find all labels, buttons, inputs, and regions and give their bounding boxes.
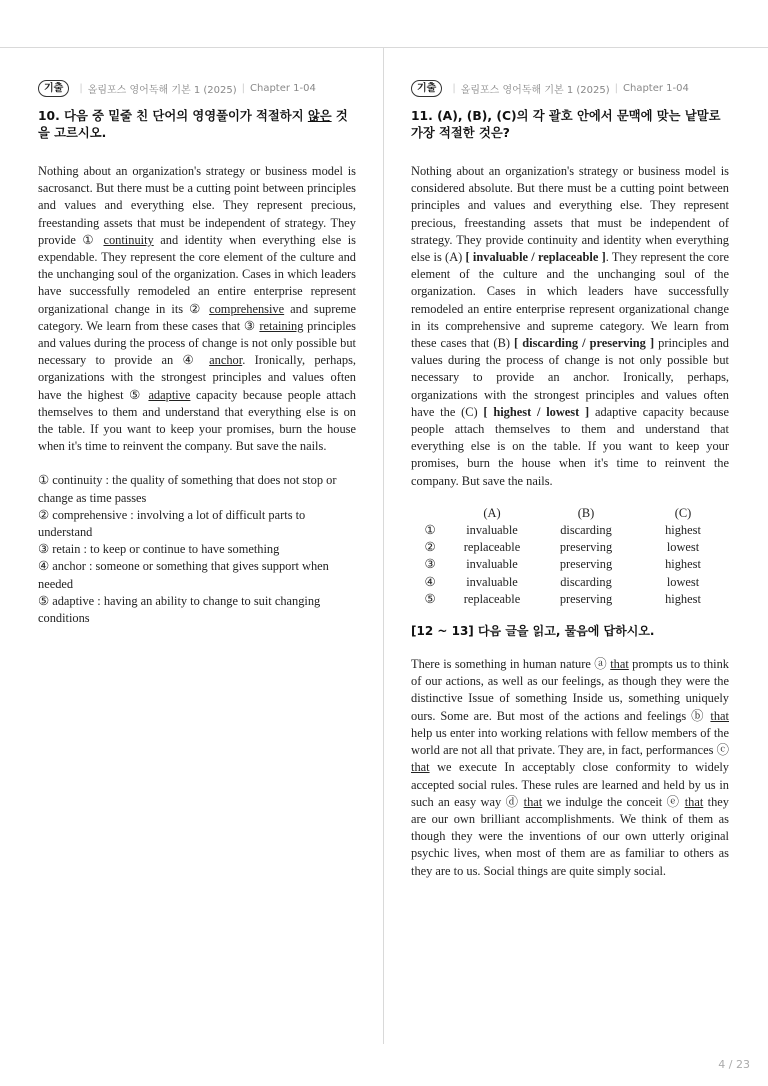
underlined-word: that	[684, 794, 704, 809]
table-row: ⑤ replaceable preserving highest	[424, 591, 701, 606]
left-column	[38, 80, 356, 627]
table-row: ③ invaluable preserving highest	[424, 557, 701, 572]
right-column	[411, 80, 729, 880]
underlined-word: retaining	[259, 318, 304, 333]
question-meta: 기출 | 올림포스 영어독해 기본 1 (2025) | Chapter 1-04	[411, 80, 729, 97]
underlined-word: that	[523, 794, 543, 809]
table-row: ① invaluable discarding highest	[424, 523, 701, 538]
column-divider	[383, 48, 384, 1044]
passage: Nothing about an organization's strategy or business model is sacrosanct. But there must be a cutting point between principles and values and everything else. They represent precious, freestanding assets that must be independent of strategy. They provide ① continuity and identity when everything else is expendable. They represent the core element of the culture and the unchanging soul of the organization. Cases in which leaders have successfully remodeled an entire enterprise represent organizational change in its ② comprehensive and supreme category. We learn from these cases that ③ retaining principles and values during the process of change is not only possible but necessary to provide an ④ anchor. Ironically, perhaps, organizations with the strongest principles and values often have the highest ⑤ adaptive capacity because people attach themselves to them and understand that everything else is on the table. If you want to keep your promises, burn the house when it's time to reinvent the company. But save the nails.	[38, 164, 357, 454]
underlined-word: that	[610, 657, 629, 672]
question-title: 10. 다음 중 밑줄 친 단어의 영영풀이가 적절하지 않은 것을 고르시오.	[38, 109, 348, 140]
chapter-label: Chapter 1-04	[623, 83, 689, 94]
chapter-label: Chapter 1-04	[250, 83, 316, 94]
underlined-word: adaptive	[148, 387, 191, 402]
choice-item: ③ retain : to keep or continue to have something	[38, 542, 280, 557]
bracket-choice: [ discarding / preserving ]	[514, 336, 655, 351]
bracket-choice: [ highest / lowest ]	[483, 404, 590, 419]
options-table	[411, 505, 729, 608]
source-label: 올림포스 영어독해 기본 1 (2025)	[87, 85, 237, 96]
underlined-word: that	[411, 760, 430, 775]
underlined-word: continuity	[103, 232, 154, 247]
underlined-word: that	[710, 708, 729, 723]
answer-choices	[38, 472, 356, 627]
header-rule	[0, 47, 768, 48]
table-row: ② replaceable preserving lowest	[424, 540, 700, 555]
exam-badge: 기출	[411, 80, 442, 97]
passage: There is something in human nature ⓐ that prompts us to think of our actions, as well as our feelings, as though they were the distinctive Issue of something Inside us, something uniquely ours. Some are. But most of the actions and feelings ⓑ that help us enter into working relations with fellow members of the world are not all that private. They are, in fact, performances ⓒ that we execute In acceptably close conformity to widely accepted social rules. These rules are learned and held by us in such an easy way ⓓ that we indulge the conceit ⓔ that they are our own brilliant accomplishments. We think of them as though they were the inventions of our own utterly original psychic lives, when most of them are as familiar to others as they are to us. Social things are quite simply social.	[411, 657, 729, 878]
section-heading: [12 ~ 13] 다음 글을 읽고, 물음에 답하시오.	[411, 624, 655, 639]
bracket-choice: [ invaluable / replaceable ]	[465, 250, 606, 265]
table-row: ④ invaluable discarding lowest	[424, 574, 700, 589]
page-number: 4 / 23	[718, 1058, 750, 1071]
table-header-row: (A) (B) (C)	[483, 505, 692, 520]
underlined-word: comprehensive	[209, 301, 285, 316]
passage: Nothing about an organization's strategy or business model is considered absolute. But there must be a cutting point between principles and values and everything else. They represent precious, freestanding assets that must be independent of strategy. They provide continuity and identity when everything else is (A) [ invaluable / replaceable ]. They represent the core element of the culture and the unchanging soul of the organization. Cases in which leaders have successfully remodeled an entire enterprise represent organizational change in its comprehensive and supreme category. We learn from these cases that (B) [ discarding / preserving ] principles and values during the process of change is not only possible but necessary to provide an anchor. Ironically, perhaps, organizations with the strongest principles and values often have the (C) [ highest / lowest ] adaptive capacity because people attach themselves to them and understand that everything else is on the table. If you want to keep your promises, burn the house when it's time to reinvent the company. But save the nails.	[411, 164, 729, 488]
underlined-word: anchor	[209, 353, 243, 368]
question-title: 11. (A), (B), (C)의 각 괄호 안에서 문맥에 맞는 낱말로 가장 적절한 것은?	[411, 109, 721, 140]
choice-item: ⑤ adaptive : having an ability to change to suit changing conditions	[38, 593, 321, 626]
exam-badge: 기출	[38, 80, 69, 97]
choice-item: ② comprehensive : involving a lot of difficult parts to understand	[38, 507, 306, 540]
choice-item: ① continuity : the quality of something that does not stop or change as time passes	[38, 473, 337, 505]
choice-item: ④ anchor : someone or something that gives support when needed	[38, 559, 329, 591]
source-label: 올림포스 영어독해 기본 1 (2025)	[460, 85, 610, 96]
question-meta: 기출 | 올림포스 영어독해 기본 1 (2025) | Chapter 1-04	[38, 80, 356, 97]
